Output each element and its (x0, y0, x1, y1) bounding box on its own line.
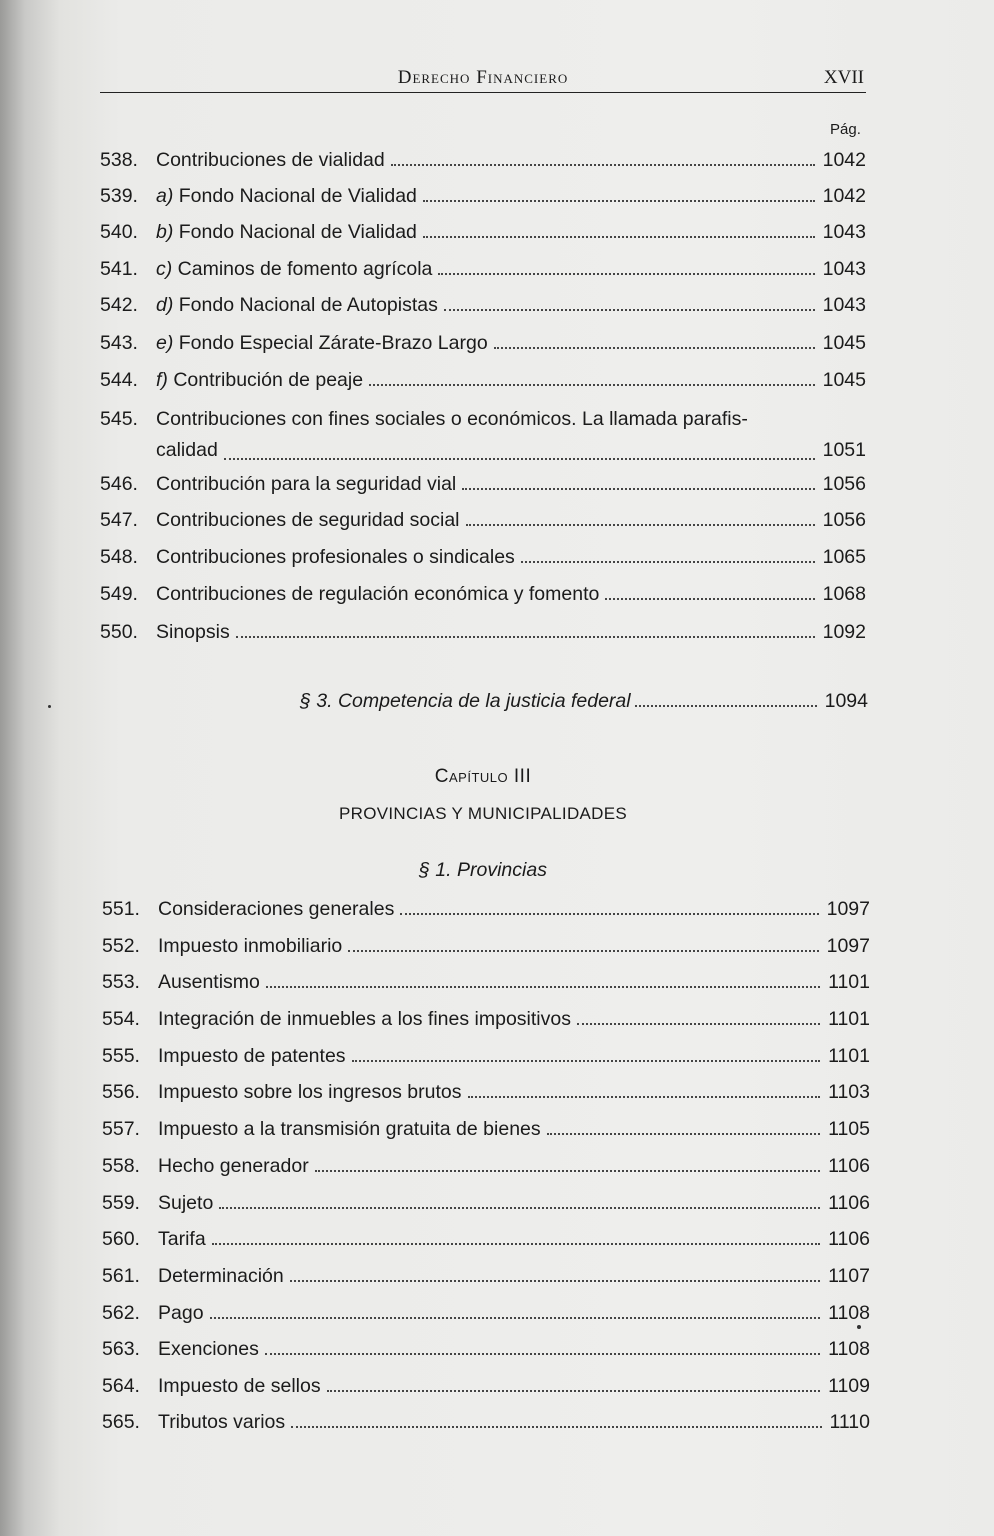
entry-label: Hecho generador (158, 1155, 309, 1177)
toc-entry (102, 1191, 870, 1215)
entry-number: 541. (100, 258, 138, 280)
toc-entry (102, 1044, 870, 1068)
entry-label: Impuesto inmobiliario (158, 935, 343, 957)
toc-entry (102, 1337, 870, 1361)
dot-leader (468, 1096, 821, 1098)
entry-page: 1092 (822, 621, 866, 643)
entry-number: 557. (102, 1118, 140, 1140)
toc-entry (102, 1410, 870, 1434)
entry-label-line1: Contribuciones con fines sociales o económicos. La llamada parafis- (156, 408, 748, 430)
toc-entry (100, 545, 866, 569)
dot-leader (438, 273, 814, 275)
dot-leader (212, 1243, 820, 1245)
entry-number: 545. (100, 408, 138, 430)
dot-leader (577, 1023, 820, 1025)
paper-speck (857, 1325, 861, 1329)
entry-page: 1107 (828, 1265, 870, 1287)
entry-label: Exenciones (158, 1338, 259, 1360)
entry-page: 1109 (828, 1375, 870, 1397)
entry-number: 538. (100, 149, 138, 171)
entry-label: d) Fondo Nacional de Autopistas (156, 294, 438, 316)
entry-label: Sujeto (158, 1192, 214, 1214)
toc-entry (100, 472, 866, 496)
toc-entry (102, 1264, 870, 1288)
dot-leader (210, 1317, 821, 1319)
dot-leader (236, 636, 815, 638)
entry-label: Consideraciones generales (158, 898, 395, 920)
entry-page: 1068 (822, 583, 866, 605)
section-heading-3 (300, 689, 868, 713)
entry-number: 543. (100, 332, 138, 354)
entry-number: 562. (102, 1302, 140, 1324)
entry-number: 544. (100, 369, 138, 391)
entry-number: 555. (102, 1045, 140, 1067)
dot-leader (266, 986, 820, 988)
entry-page: 1045 (822, 332, 866, 354)
dot-leader (315, 1170, 820, 1172)
toc-entry-545 (100, 404, 866, 466)
entry-label: Determinación (158, 1265, 284, 1287)
toc-entry (100, 368, 866, 392)
entry-page: 1056 (822, 509, 866, 531)
toc-entry (102, 1227, 870, 1251)
toc-entry (100, 582, 866, 606)
entry-page: 1043 (822, 258, 866, 280)
entry-page: 1045 (822, 369, 866, 391)
toc-entry (102, 1154, 870, 1178)
entry-letter: f) (156, 369, 168, 391)
entry-label: a) Fondo Nacional de Vialidad (156, 185, 417, 207)
toc-entry (100, 148, 866, 172)
section-page: 1094 (824, 690, 868, 712)
toc-entry (102, 970, 870, 994)
dot-leader (466, 524, 815, 526)
entry-page: 1101 (828, 1045, 870, 1067)
entry-label: Contribuciones de vialidad (156, 149, 385, 171)
entry-page: 1056 (822, 473, 866, 495)
entry-number: 565. (102, 1411, 140, 1433)
dot-leader (291, 1426, 821, 1428)
dot-leader (400, 913, 818, 915)
dot-leader (352, 1060, 821, 1062)
dot-leader (521, 561, 815, 563)
entry-letter: a) (156, 185, 174, 207)
dot-leader (219, 1207, 820, 1209)
entry-number: 552. (102, 935, 140, 957)
chapter-label: Capítulo III (434, 766, 532, 787)
dot-leader (348, 950, 818, 952)
entry-page: 1106 (828, 1228, 870, 1250)
paper-speck (48, 705, 51, 708)
toc-entry (100, 331, 866, 355)
entry-number: 559. (102, 1192, 140, 1214)
entry-letter: c) (156, 258, 173, 280)
entry-number: 548. (100, 546, 138, 568)
entry-number: 540. (100, 221, 138, 243)
entry-label: Impuesto a la transmisión gratuita de bienes (158, 1118, 541, 1140)
toc-entry (102, 1301, 870, 1325)
entry-label: Tarifa (158, 1228, 206, 1250)
entry-number: 539. (100, 185, 138, 207)
dot-leader (635, 705, 817, 707)
subsection-heading: § 1. Provincias (419, 859, 547, 881)
dot-leader (224, 458, 815, 460)
entry-label: e) Fondo Especial Zárate-Brazo Largo (156, 332, 488, 354)
running-header-title: Derecho Financiero (397, 67, 569, 88)
toc-entry (100, 620, 866, 644)
entry-number: 549. (100, 583, 138, 605)
entry-page: 1103 (828, 1081, 870, 1103)
entry-number: 553. (102, 971, 140, 993)
entry-page: 1051 (822, 439, 866, 461)
dot-leader (462, 488, 814, 490)
dot-leader (290, 1280, 820, 1282)
chapter-title: PROVINCIAS Y MUNICIPALIDADES (338, 804, 628, 823)
entry-number: 563. (102, 1338, 140, 1360)
entry-label: Pago (158, 1302, 204, 1324)
entry-page: 1110 (829, 1411, 870, 1433)
toc-entry (102, 1117, 870, 1141)
section-label: § 3. Competencia de la justicia federal (300, 690, 631, 712)
entry-letter: e) (156, 332, 174, 354)
entry-page: 1108 (828, 1302, 870, 1324)
entry-page: 1042 (822, 149, 866, 171)
entry-page: 1043 (822, 294, 866, 316)
entry-label: Ausentismo (158, 971, 260, 993)
entry-page: 1105 (828, 1118, 870, 1140)
toc-entry (100, 508, 866, 532)
entry-page: 1108 (828, 1338, 870, 1360)
entry-page: 1106 (828, 1155, 870, 1177)
dot-leader (494, 347, 815, 349)
entry-number: 564. (102, 1375, 140, 1397)
toc-entry (100, 184, 866, 208)
dot-leader (547, 1133, 820, 1135)
entry-number: 561. (102, 1265, 140, 1287)
entry-label: Impuesto de sellos (158, 1375, 321, 1397)
entry-label-line2: calidad (156, 439, 218, 461)
entry-number: 554. (102, 1008, 140, 1030)
dot-leader (327, 1390, 820, 1392)
toc-entry (102, 1007, 870, 1031)
entry-label: Sinopsis (156, 621, 230, 643)
dot-leader (391, 164, 815, 166)
entry-number: 550. (100, 621, 138, 643)
toc-entry (100, 257, 866, 281)
entry-letter: b) (156, 221, 174, 243)
toc-entry (100, 293, 866, 317)
entry-number: 558. (102, 1155, 140, 1177)
dot-leader (605, 598, 814, 600)
dot-leader (265, 1353, 820, 1355)
entry-label: Contribuciones profesionales o sindicales (156, 546, 515, 568)
page-number: XVII (823, 67, 864, 88)
entry-number: 560. (102, 1228, 140, 1250)
toc-entry (102, 1374, 870, 1398)
dot-leader (444, 309, 815, 311)
entry-label: c) Caminos de fomento agrícola (156, 258, 433, 280)
entry-page: 1097 (826, 898, 870, 920)
toc-entry (100, 220, 866, 244)
entry-number: 547. (100, 509, 138, 531)
entry-page: 1101 (828, 1008, 870, 1030)
toc-entry (102, 897, 870, 921)
entry-label: Impuesto de patentes (158, 1045, 346, 1067)
dot-leader (423, 200, 815, 202)
entry-label: Integración de inmuebles a los fines impositivos (158, 1008, 571, 1030)
entry-letter: d) (156, 294, 174, 316)
entry-number: 551. (102, 898, 140, 920)
entry-label: Contribuciones de regulación económica y fomento (156, 583, 600, 605)
entry-label: f) Contribución de peaje (156, 369, 364, 391)
running-header (100, 58, 866, 93)
entry-number: 542. (100, 294, 138, 316)
entry-label: Contribuciones de seguridad social (156, 509, 460, 531)
dot-leader (369, 384, 815, 386)
entry-label: Impuesto sobre los ingresos brutos (158, 1081, 462, 1103)
dot-leader (423, 236, 815, 238)
entry-page: 1106 (828, 1192, 870, 1214)
entry-label: Tributos varios (158, 1411, 286, 1433)
toc-entry (102, 934, 870, 958)
entry-label: Contribución para la seguridad vial (156, 473, 457, 495)
entry-page: 1043 (822, 221, 866, 243)
entry-page: 1065 (822, 546, 866, 568)
entry-page: 1101 (828, 971, 870, 993)
entry-number: 556. (102, 1081, 140, 1103)
entry-number: 546. (100, 473, 138, 495)
entry-page: 1042 (822, 185, 866, 207)
page-column-label: Pág. (830, 121, 861, 138)
entry-label: b) Fondo Nacional de Vialidad (156, 221, 417, 243)
toc-entry (102, 1080, 870, 1104)
entry-page: 1097 (826, 935, 870, 957)
